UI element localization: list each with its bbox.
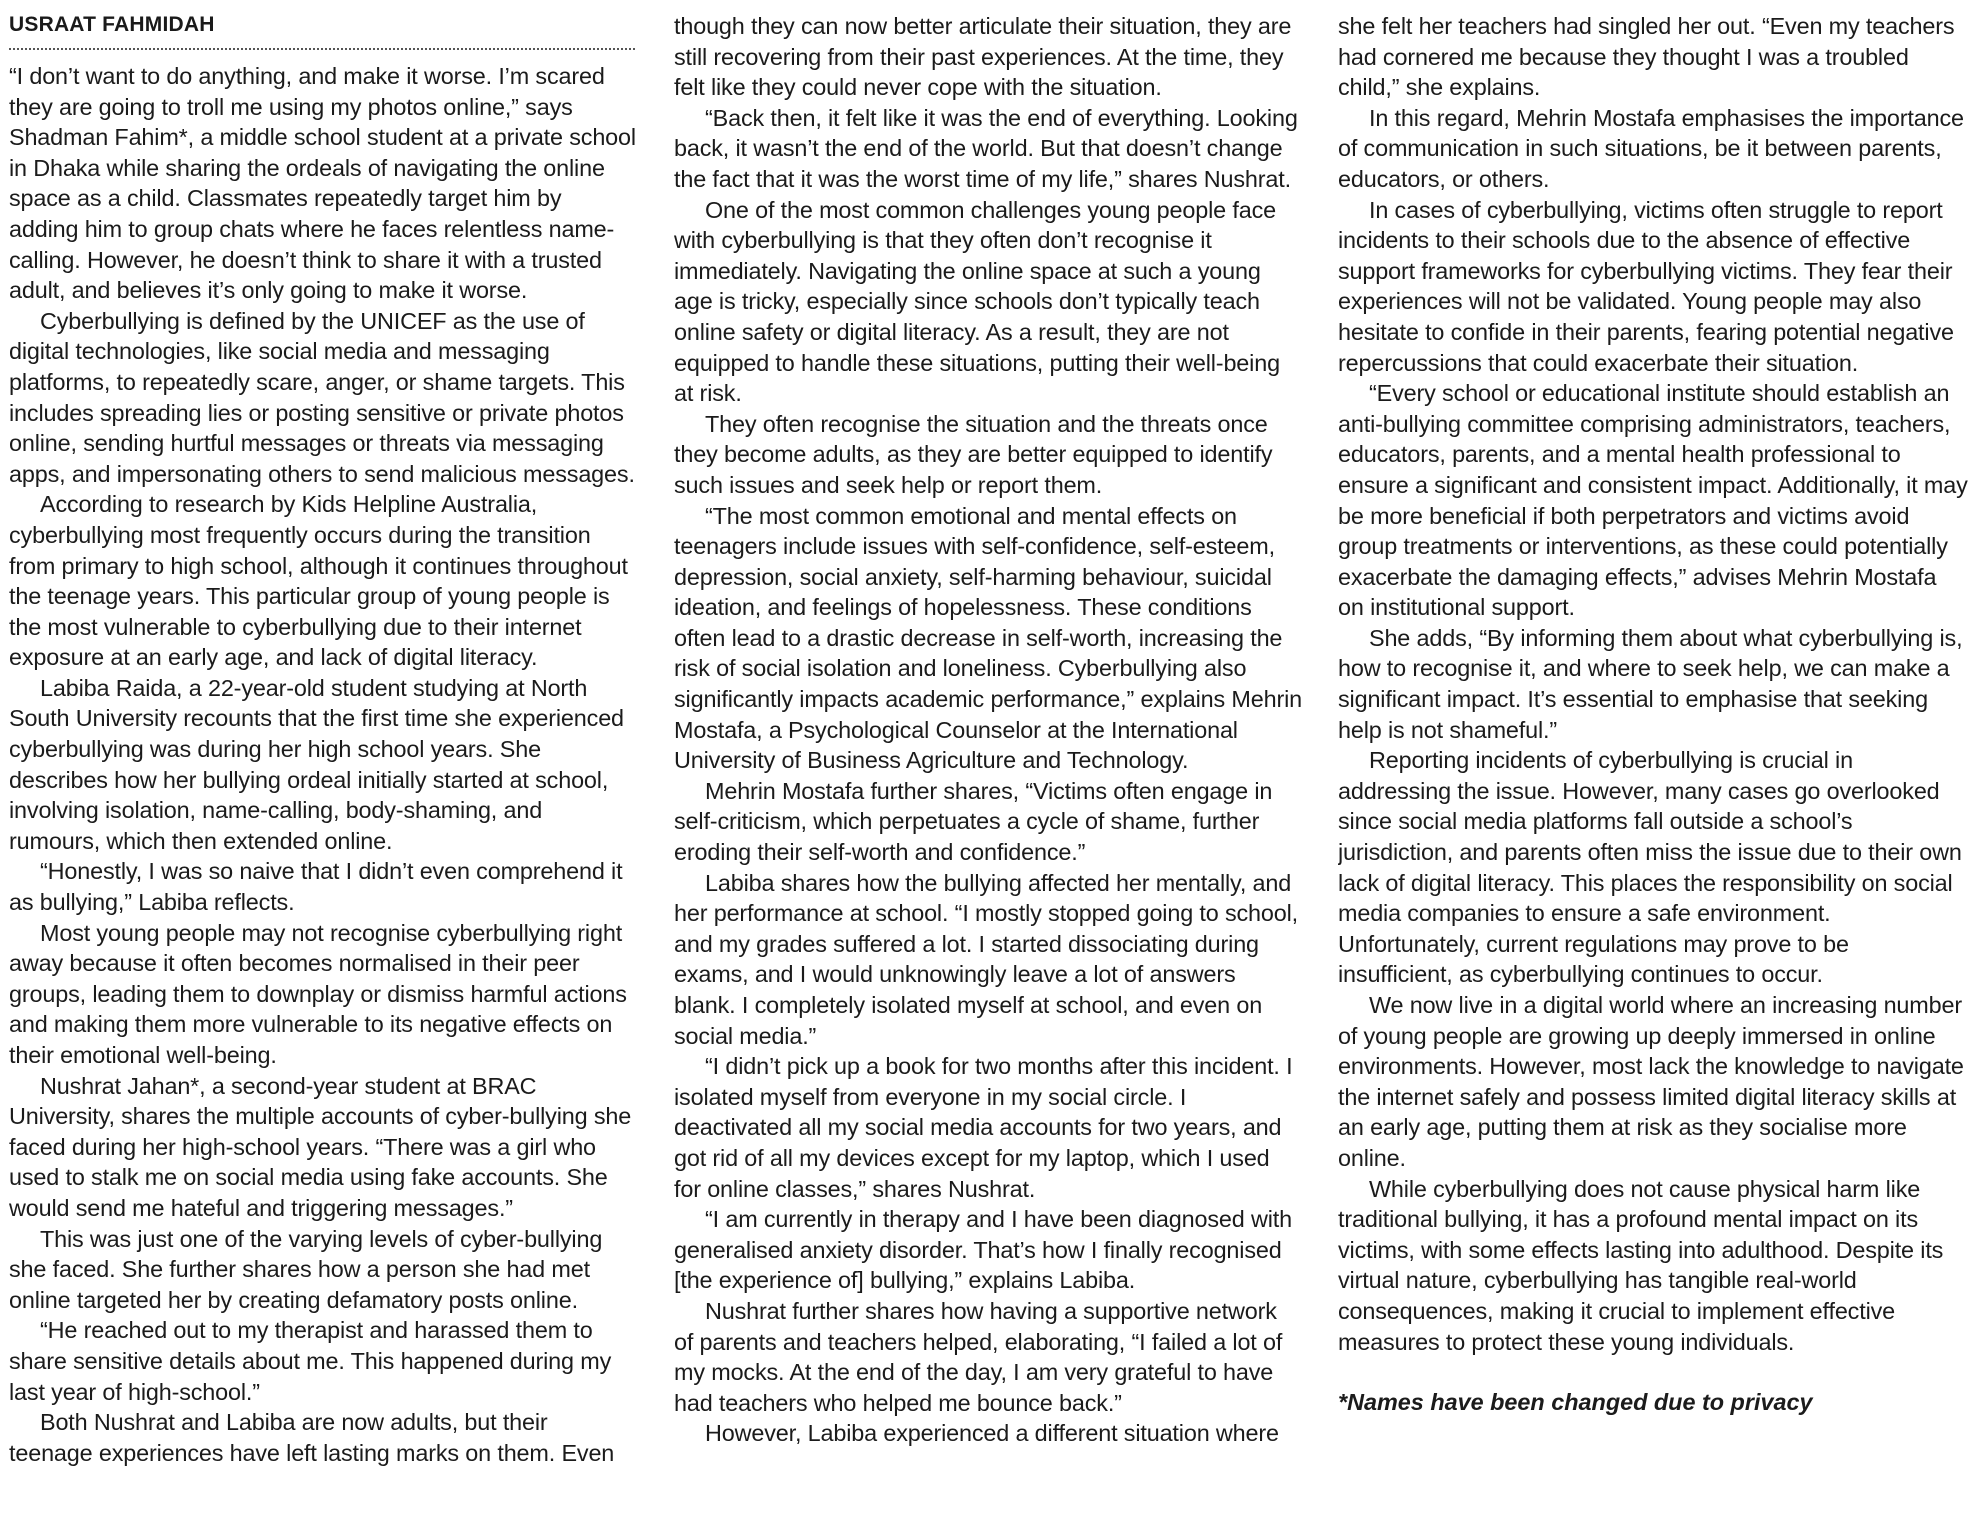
paragraph: Labiba shares how the bullying affected her mentally, and her performance at school. “I mostly stopped going to school, and my grades suffered a lot. I started dissociating during exams, and I would unknowingly leave a lot of answers blank. I completely isolated myself at school, and even on social media.” bbox=[674, 869, 1299, 1049]
paragraph: Reporting incidents of cyberbullying is crucial in addressing the issue. However, many cases go overlooked since social media platforms fall outside a school’s jurisdiction, and parents often miss the issue due to their own lack of digital literacy. This places the responsibility on social media companies to ensure a safe environment. Unfortunately, current regulations may prove to be insufficient, as cyberbullying continues to occur. bbox=[1338, 747, 1962, 988]
paragraph: Cyberbullying is defined by the UNICEF as the use of digital technologies, like social media and messaging platforms, to repeatedly scare, anger, or shame targets. This includes spreading lies or posting sensitive or private photos online, sending hurtful messages or threats via messaging apps, and impersonating others to send malicious messages. bbox=[9, 307, 635, 487]
paragraph: “I am currently in therapy and I have been diagnosed with generalised anxiety disorder. That’s how I finally recognised [the experience of] bullying,” explains Labiba. bbox=[674, 1206, 1292, 1294]
paragraph: Mehrin Mostafa further shares, “Victims often engage in self-criticism, which perpetuates a cycle of shame, further eroding their self-worth and confidence.” bbox=[674, 777, 1273, 866]
paragraph: “I didn’t pick up a book for two months after this incident. I isolated myself from everyone in my social circle. I deactivated all my social media accounts for two years, and got rid of all my devices except for my laptop, which I used for online classes,” shares Nushrat. bbox=[674, 1053, 1293, 1202]
paragraph: “I don’t want to do anything, and make it worse. I’m scared they are going to troll me using my photos online,” says Shadman Fahim*, a middle school student at a private school in Dhaka while sharing the ordeals of navigating the online space as a child. Classmates repeatedly target him by adding him to group chats where he faces relentless name-calling. However, he doesn’t think to share it with a trusted adult, and believes it’s only going to make it worse. bbox=[9, 63, 636, 304]
paragraph: Nushrat further shares how having a supportive network of parents and teachers helped, elaborating, “I failed a lot of my mocks. At the end of the day, I am very grateful to have had teachers who helped me bounce back.” bbox=[674, 1297, 1283, 1416]
paragraph: “Back then, it felt like it was the end of everything. Looking back, it wasn’t the end of the world. But that doesn’t change the fact that it was the worst time of my life,” shares Nushrat. bbox=[674, 104, 1298, 192]
privacy-footnote: *Names have been changed due to privacy bbox=[1338, 1389, 1813, 1416]
paragraph: Both Nushrat and Labiba are now adults, but their teenage experiences have left lasting marks on them. Even bbox=[9, 1409, 615, 1466]
paragraph: We now live in a digital world where an increasing number of young people are growing up deeply immersed in online environments. However, most lack the knowledge to navigate the internet safely and possess limited digital literacy skills at an early age, putting them at risk as they socialise more online. bbox=[1338, 992, 1964, 1171]
paragraph: Labiba Raida, a 22-year-old student studying at North South University recounts that the first time she experienced cyberbullying was during her high school years. She describes how her bullying ordeal initially started at school, involving isolation, name-calling, body-shaming, and rumours, which then extended online. bbox=[9, 674, 624, 854]
paragraph: “Every school or educational institute should establish an anti-bullying committee comprising administrators, teachers, educators, parents, and a mental health professional to ensure a significant and consistent impact. Additionally, it may be more beneficial if both perpetrators and victims avoid group treatments or interventions, as these could potentially exacerbate the damaging effects,” advises Mehrin Mostafa on institutional support. bbox=[1338, 380, 1968, 621]
paragraph: According to research by Kids Helpline Australia, cyberbullying most frequently occurs during the transition from primary to high school, although it continues throughout the teenage years. This particular group of young people is the most vulnerable to cyberbullying due to their internet exposure at an early age, and lack of digital literacy. bbox=[9, 491, 628, 671]
paragraph: “He reached out to my therapist and harassed them to share sensitive details about me. This happened during my last year of high-school.” bbox=[9, 1317, 612, 1405]
paragraph: In cases of cyberbullying, victims often struggle to report incidents to their schools due to the absence of effective support frameworks for cyberbullying victims. They fear their experiences will not be validated. Young people may also hesitate to confide in their parents, fearing potential negative repercussions that could exacerbate their situation. bbox=[1338, 196, 1954, 376]
article-column-2 bbox=[674, 0, 1302, 1524]
paragraph: They often recognise the situation and the threats once they become adults, as they are better equipped to identify such issues and seek help or report them. bbox=[674, 410, 1273, 498]
paragraph: She adds, “By informing them about what cyberbullying is, how to recognise it, and where to seek help, we can make a significant impact. It’s essential to emphasise that seeking help is not shameful.” bbox=[1338, 624, 1963, 743]
byline-dotted-rule bbox=[9, 48, 635, 50]
article-column-3 bbox=[1338, 0, 1968, 1524]
paragraph: though they can now better articulate their situation, they are still recovering from their past experiences. At the time, they felt like they could never cope with the situation. bbox=[674, 13, 1292, 101]
paragraph: In this regard, Mehrin Mostafa emphasises the importance of communication in such situations, be it between parents, educators, or others. bbox=[1338, 104, 1964, 192]
paragraph: Most young people may not recognise cyberbullying right away because it often becomes normalised in their peer groups, leading them to downplay or dismiss harmful actions and making them more vulnerable to its negative effects on their emotional well-being. bbox=[9, 919, 627, 1068]
paragraph: she felt her teachers had singled her out. “Even my teachers had cornered me because they thought I was a troubled child,” she explains. bbox=[1338, 13, 1955, 101]
paragraph: While cyberbullying does not cause physical harm like traditional bullying, it has a profound mental impact on its victims, with some effects lasting into adulthood. Despite its virtual nature, cyberbullying has tangible real-world consequences, making it crucial to implement effective measures to protect these young individuals. bbox=[1338, 1175, 1944, 1355]
paragraph: “Honestly, I was so naive that I didn’t even comprehend it as bullying,” Labiba reflects. bbox=[9, 858, 623, 916]
paragraph: However, Labiba experienced a different situation where bbox=[705, 1420, 1279, 1447]
paragraph: Nushrat Jahan*, a second-year student at BRAC University, shares the multiple accounts of cyber-bullying she faced during her high-school years. “There was a girl who used to stalk me on social media using fake accounts. She would send me hateful and triggering messages.” bbox=[9, 1072, 632, 1221]
paragraph: “The most common emotional and mental effects on teenagers include issues with self-confidence, self-esteem, depression, social anxiety, self-harming behaviour, suicidal ideation, and feelings of hopelessness. These conditions often lead to a drastic decrease in self-worth, increasing the risk of social isolation and loneliness. Cyberbullying also significantly impacts academic performance,” explains Mehrin Mostafa, a Psychological Counselor at the International University of Business Agriculture and Technology. bbox=[674, 502, 1302, 774]
article-column-1 bbox=[9, 0, 637, 1524]
paragraph: One of the most common challenges young people face with cyberbullying is that they often don’t recognise it immediately. Navigating the online space at such a young age is tricky, especially since schools don’t typically teach online safety or digital literacy. As a result, they are not equipped to handle these situations, putting their well-being at risk. bbox=[674, 196, 1280, 407]
author-byline: USRAAT FAHMIDAH bbox=[9, 13, 215, 36]
paragraph: This was just one of the varying levels of cyber-bullying she faced. She further shares how a person she had met online targeted her by creating defamatory posts online. bbox=[9, 1225, 603, 1313]
